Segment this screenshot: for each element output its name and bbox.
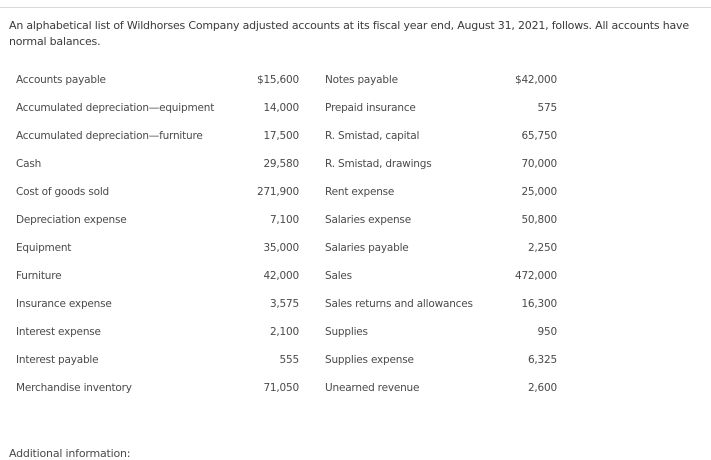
left-account-amount: 42,000 <box>263 270 299 282</box>
column-gap <box>299 122 325 150</box>
column-gap <box>299 206 325 234</box>
right-account-name: Supplies <box>325 326 368 338</box>
right-account-amount: 16,300 <box>521 298 557 310</box>
right-account-amount: 472,000 <box>514 270 557 282</box>
left-account-amount: 35,000 <box>263 242 299 254</box>
adjusted-accounts-table <box>9 66 557 402</box>
problem-intro-text: An alphabetical list of Wildhorses Company adjusted accounts at its fiscal year end, August 31, 2021, follows. All accounts have normal balances. <box>9 19 689 48</box>
column-gap <box>299 150 325 178</box>
left-account-amount: 555 <box>279 354 299 366</box>
left-account-name: Accumulated depreciation—furniture <box>16 130 203 142</box>
left-account-amount: 3,575 <box>269 298 299 310</box>
left-account-name: Accumulated depreciation—equipment <box>16 102 215 114</box>
left-account-name: Interest payable <box>16 354 99 366</box>
column-gap <box>299 262 325 290</box>
left-account-amount: 17,500 <box>263 130 299 142</box>
left-account-name: Depreciation expense <box>16 214 127 226</box>
account-row <box>9 374 557 402</box>
left-account-name: Merchandise inventory <box>16 382 132 394</box>
left-account-amount: 271,900 <box>256 186 299 198</box>
right-account-name: R. Smistad, drawings <box>325 158 432 170</box>
account-row <box>9 150 557 178</box>
right-account-amount: 2,250 <box>527 242 557 254</box>
left-account-amount: 29,580 <box>263 158 299 170</box>
column-gap <box>299 66 325 94</box>
account-row <box>9 318 557 346</box>
right-account-name: Prepaid insurance <box>325 102 416 114</box>
column-gap <box>299 234 325 262</box>
column-gap <box>299 94 325 122</box>
right-account-amount: 2,600 <box>527 382 557 394</box>
additional-information-heading: Additional information: <box>9 447 131 460</box>
account-row <box>9 290 557 318</box>
right-account-amount: $42,000 <box>514 74 557 86</box>
left-account-name: Cash <box>16 158 42 170</box>
left-account-name: Equipment <box>16 242 72 254</box>
right-account-name: Unearned revenue <box>325 382 420 394</box>
right-account-name: R. Smistad, capital <box>325 130 420 142</box>
left-account-name: Furniture <box>16 270 62 282</box>
left-account-name: Insurance expense <box>16 298 112 310</box>
left-account-amount: 71,050 <box>263 382 299 394</box>
right-account-name: Salaries expense <box>325 214 411 226</box>
account-row <box>9 178 557 206</box>
column-gap <box>299 374 325 402</box>
column-gap <box>299 318 325 346</box>
account-row <box>9 122 557 150</box>
left-account-name: Cost of goods sold <box>16 186 110 198</box>
right-account-amount: 25,000 <box>521 186 557 198</box>
left-account-name: Interest expense <box>16 326 101 338</box>
right-account-amount: 950 <box>537 326 557 338</box>
account-row <box>9 346 557 374</box>
right-account-amount: 50,800 <box>521 214 557 226</box>
column-gap <box>299 178 325 206</box>
account-row <box>9 234 557 262</box>
column-gap <box>299 290 325 318</box>
right-account-name: Supplies expense <box>325 354 414 366</box>
left-account-amount: 2,100 <box>269 326 299 338</box>
account-row <box>9 206 557 234</box>
accounts-table-body <box>9 66 557 402</box>
right-account-amount: 65,750 <box>521 130 557 142</box>
right-account-amount: 70,000 <box>521 158 557 170</box>
left-account-amount: 14,000 <box>263 102 299 114</box>
right-account-name: Rent expense <box>325 186 395 198</box>
right-account-name: Salaries payable <box>325 242 409 254</box>
right-account-name: Notes payable <box>325 74 398 86</box>
left-account-amount: 7,100 <box>269 214 299 226</box>
left-account-amount: $15,600 <box>256 74 299 86</box>
right-account-amount: 6,325 <box>527 354 557 366</box>
top-divider <box>0 7 711 8</box>
left-account-name: Accounts payable <box>16 74 106 86</box>
account-row <box>9 94 557 122</box>
account-row <box>9 66 557 94</box>
right-account-name: Sales <box>325 270 352 282</box>
right-account-amount: 575 <box>537 102 557 114</box>
account-row <box>9 262 557 290</box>
right-account-name: Sales returns and allowances <box>325 298 473 310</box>
column-gap <box>299 346 325 374</box>
